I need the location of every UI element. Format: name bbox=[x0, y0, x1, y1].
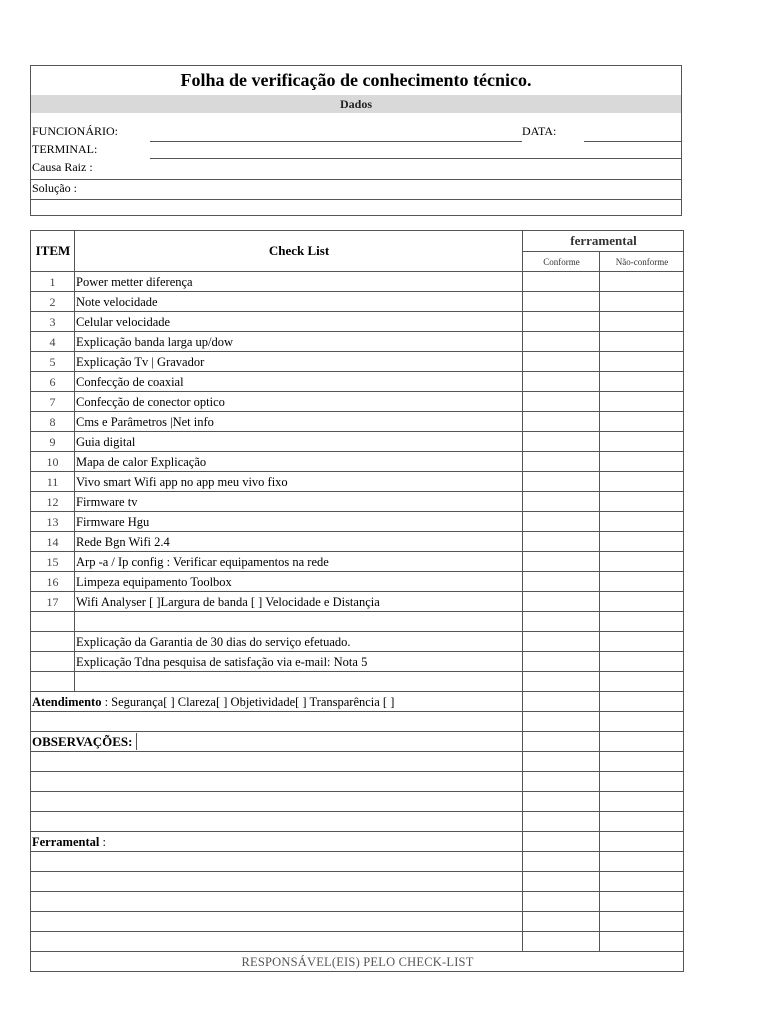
nao-conforme-cell[interactable] bbox=[600, 912, 684, 932]
table-row bbox=[31, 752, 684, 772]
ferramental-line[interactable] bbox=[31, 912, 523, 932]
atendimento-label: Atendimento bbox=[32, 694, 102, 709]
header-check-list: Check List bbox=[75, 231, 523, 272]
conforme-cell[interactable] bbox=[523, 712, 600, 732]
nao-conforme-cell[interactable] bbox=[600, 832, 684, 852]
ferramental-cell[interactable] bbox=[31, 832, 523, 852]
item-number: 11 bbox=[31, 472, 75, 492]
item-number: 9 bbox=[31, 432, 75, 452]
table-row bbox=[31, 412, 684, 432]
nao-conforme-cell[interactable] bbox=[600, 392, 684, 412]
table-row bbox=[31, 672, 684, 692]
ferramental-label: Ferramental bbox=[32, 834, 100, 849]
check-item-text: Guia digital bbox=[75, 432, 523, 452]
nao-conforme-cell[interactable] bbox=[600, 612, 684, 632]
conforme-cell[interactable] bbox=[523, 552, 600, 572]
check-item-text: Limpeza equipamento Toolbox bbox=[75, 572, 523, 592]
conforme-cell[interactable] bbox=[523, 672, 600, 692]
table-row bbox=[31, 392, 684, 412]
observacoes-line[interactable] bbox=[31, 752, 523, 772]
item-number: 4 bbox=[31, 332, 75, 352]
observacoes-line[interactable] bbox=[31, 792, 523, 812]
conforme-cell[interactable] bbox=[523, 632, 600, 652]
conforme-cell[interactable] bbox=[523, 412, 600, 432]
section-dados: Dados bbox=[31, 95, 681, 113]
table-row bbox=[31, 372, 684, 392]
conforme-cell[interactable] bbox=[523, 652, 600, 672]
table-row bbox=[31, 772, 684, 792]
observacoes-row bbox=[31, 732, 684, 752]
table-row bbox=[31, 652, 684, 672]
nao-conforme-cell[interactable] bbox=[600, 712, 684, 732]
table-row bbox=[31, 512, 684, 532]
nao-conforme-cell[interactable] bbox=[600, 572, 684, 592]
nao-conforme-cell[interactable] bbox=[600, 472, 684, 492]
nao-conforme-cell[interactable] bbox=[600, 412, 684, 432]
conforme-cell[interactable] bbox=[523, 532, 600, 552]
nao-conforme-cell[interactable] bbox=[600, 372, 684, 392]
atendimento-cell[interactable] bbox=[31, 692, 523, 712]
item-number: 7 bbox=[31, 392, 75, 412]
nao-conforme-cell[interactable] bbox=[600, 492, 684, 512]
pesquisa-text: Explicação Tdna pesquisa de satisfação via e-mail: Nota 5 bbox=[75, 652, 523, 672]
nao-conforme-cell[interactable] bbox=[600, 432, 684, 452]
table-row bbox=[31, 612, 684, 632]
check-item-text: Vivo smart Wifi app no app meu vivo fixo bbox=[75, 472, 523, 492]
conforme-cell[interactable] bbox=[523, 832, 600, 852]
item-number: 16 bbox=[31, 572, 75, 592]
conforme-cell[interactable] bbox=[523, 852, 600, 872]
conforme-cell[interactable] bbox=[523, 472, 600, 492]
conforme-cell[interactable] bbox=[523, 512, 600, 532]
nao-conforme-cell[interactable] bbox=[600, 292, 684, 312]
empty-cell bbox=[75, 612, 523, 632]
ferramental-line[interactable] bbox=[31, 872, 523, 892]
conforme-cell[interactable] bbox=[523, 892, 600, 912]
divider bbox=[31, 199, 681, 200]
terminal-field[interactable] bbox=[150, 158, 681, 159]
conforme-cell[interactable] bbox=[523, 332, 600, 352]
nao-conforme-cell[interactable] bbox=[600, 732, 684, 752]
conforme-cell[interactable] bbox=[523, 492, 600, 512]
item-number: 3 bbox=[31, 312, 75, 332]
item-number: 5 bbox=[31, 352, 75, 372]
item-number: 12 bbox=[31, 492, 75, 512]
item-number: 15 bbox=[31, 552, 75, 572]
table-row bbox=[31, 432, 684, 452]
empty-cell bbox=[31, 612, 75, 632]
conforme-cell[interactable] bbox=[523, 752, 600, 772]
conforme-cell[interactable] bbox=[523, 352, 600, 372]
observacoes-line[interactable] bbox=[31, 812, 523, 832]
nao-conforme-cell[interactable] bbox=[600, 812, 684, 832]
nao-conforme-cell[interactable] bbox=[600, 672, 684, 692]
garantia-text: Explicação da Garantia de 30 dias do serviço efetuado. bbox=[75, 632, 523, 652]
nao-conforme-cell[interactable] bbox=[600, 592, 684, 612]
table-row bbox=[31, 332, 684, 352]
funcionario-field[interactable] bbox=[150, 141, 522, 142]
ferramental-line[interactable] bbox=[31, 932, 523, 952]
nao-conforme-cell[interactable] bbox=[600, 332, 684, 352]
table-row bbox=[31, 792, 684, 812]
data-label: DATA: bbox=[522, 124, 557, 138]
header-nao-conforme: Não-conforme bbox=[600, 252, 684, 272]
conforme-cell[interactable] bbox=[523, 932, 600, 952]
nao-conforme-cell[interactable] bbox=[600, 892, 684, 912]
item-number: 13 bbox=[31, 512, 75, 532]
nao-conforme-cell[interactable] bbox=[600, 792, 684, 812]
footer-row bbox=[31, 952, 684, 972]
table-row bbox=[31, 852, 684, 872]
observacoes-cell[interactable] bbox=[31, 732, 523, 752]
check-item-text: Confecção de coaxial bbox=[75, 372, 523, 392]
check-item-text: Wifi Analyser [ ]Largura de banda [ ] Velocidade e Distançia bbox=[75, 592, 523, 612]
conforme-cell[interactable] bbox=[523, 772, 600, 792]
table-row bbox=[31, 592, 684, 612]
ferramental-colon: : bbox=[99, 834, 106, 849]
conforme-cell[interactable] bbox=[523, 372, 600, 392]
table-row bbox=[31, 812, 684, 832]
table-row bbox=[31, 472, 684, 492]
conforme-cell[interactable] bbox=[523, 612, 600, 632]
item-number: 1 bbox=[31, 272, 75, 292]
nao-conforme-cell[interactable] bbox=[600, 852, 684, 872]
item-number: 2 bbox=[31, 292, 75, 312]
table-row bbox=[31, 292, 684, 312]
check-item-text: Celular velocidade bbox=[75, 312, 523, 332]
table-row bbox=[31, 532, 684, 552]
conforme-cell[interactable] bbox=[523, 872, 600, 892]
check-item-text: Firmware Hgu bbox=[75, 512, 523, 532]
table-row bbox=[31, 312, 684, 332]
header-item: ITEM bbox=[31, 231, 75, 272]
check-item-text: Firmware tv bbox=[75, 492, 523, 512]
item-number: 8 bbox=[31, 412, 75, 432]
nao-conforme-cell[interactable] bbox=[600, 312, 684, 332]
nao-conforme-cell[interactable] bbox=[600, 772, 684, 792]
table-row bbox=[31, 452, 684, 472]
table-row bbox=[31, 492, 684, 512]
check-item-text: Arp -a / Ip config : Verificar equipamentos na rede bbox=[75, 552, 523, 572]
conforme-cell[interactable] bbox=[523, 292, 600, 312]
nao-conforme-cell[interactable] bbox=[600, 632, 684, 652]
conforme-cell[interactable] bbox=[523, 272, 600, 292]
conforme-cell[interactable] bbox=[523, 912, 600, 932]
checklist-table bbox=[30, 230, 684, 972]
header-block bbox=[30, 65, 682, 216]
check-item-text: Confecção de conector optico bbox=[75, 392, 523, 412]
solucao-label: Solução : bbox=[32, 181, 77, 195]
table-row bbox=[31, 932, 684, 952]
nao-conforme-cell[interactable] bbox=[600, 352, 684, 372]
check-item-text: Note velocidade bbox=[75, 292, 523, 312]
nao-conforme-cell[interactable] bbox=[600, 272, 684, 292]
nao-conforme-cell[interactable] bbox=[600, 692, 684, 712]
nao-conforme-cell[interactable] bbox=[600, 872, 684, 892]
conforme-cell[interactable] bbox=[523, 732, 600, 752]
page-title: Folha de verificação de conhecimento técnico. bbox=[180, 70, 532, 90]
ferramental-line[interactable] bbox=[31, 892, 523, 912]
nao-conforme-cell[interactable] bbox=[600, 512, 684, 532]
table-row bbox=[31, 912, 684, 932]
header-conforme: Conforme bbox=[523, 252, 600, 272]
nao-conforme-cell[interactable] bbox=[600, 932, 684, 952]
nao-conforme-cell[interactable] bbox=[600, 752, 684, 772]
responsaveis-footer: RESPONSÁVEL(EIS) PELO CHECK-LIST bbox=[31, 952, 684, 972]
table-row bbox=[31, 272, 684, 292]
conforme-cell[interactable] bbox=[523, 792, 600, 812]
table-row bbox=[31, 352, 684, 372]
item-number: 17 bbox=[31, 592, 75, 612]
header-ferramental: ferramental bbox=[523, 231, 684, 252]
conforme-cell[interactable] bbox=[523, 692, 600, 712]
table-row bbox=[31, 552, 684, 572]
observacoes-label: OBSERVAÇÕES: bbox=[32, 733, 137, 750]
item-number: 10 bbox=[31, 452, 75, 472]
nao-conforme-cell[interactable] bbox=[600, 452, 684, 472]
item-number: 14 bbox=[31, 532, 75, 552]
conforme-cell[interactable] bbox=[523, 572, 600, 592]
table-row bbox=[31, 892, 684, 912]
ferramental-row bbox=[31, 832, 684, 852]
check-item-text: Explicação banda larga up/dow bbox=[75, 332, 523, 352]
atendimento-options: : Segurança[ ] Clareza[ ] Objetividade[ ] Transparência [ ] bbox=[101, 694, 395, 709]
conforme-cell[interactable] bbox=[523, 452, 600, 472]
conforme-cell[interactable] bbox=[523, 812, 600, 832]
check-item-text: Rede Bgn Wifi 2.4 bbox=[75, 532, 523, 552]
empty-cell bbox=[31, 652, 75, 672]
check-item-text: Explicação Tv | Gravador bbox=[75, 352, 523, 372]
conforme-cell[interactable] bbox=[523, 592, 600, 612]
conforme-cell[interactable] bbox=[523, 312, 600, 332]
item-number: 6 bbox=[31, 372, 75, 392]
empty-cell bbox=[75, 672, 523, 692]
observacoes-line[interactable] bbox=[31, 772, 523, 792]
table-row bbox=[31, 572, 684, 592]
empty-cell bbox=[31, 632, 75, 652]
table-row bbox=[31, 712, 684, 732]
check-item-text: Cms e Parâmetros |Net info bbox=[75, 412, 523, 432]
conforme-cell[interactable] bbox=[523, 392, 600, 412]
nao-conforme-cell[interactable] bbox=[600, 532, 684, 552]
conforme-cell[interactable] bbox=[523, 432, 600, 452]
empty-cell bbox=[31, 712, 523, 732]
nao-conforme-cell[interactable] bbox=[600, 652, 684, 672]
check-item-text: Power metter diferença bbox=[75, 272, 523, 292]
divider bbox=[31, 179, 681, 180]
terminal-label: TERMINAL: bbox=[32, 142, 98, 156]
ferramental-line[interactable] bbox=[31, 852, 523, 872]
data-field[interactable] bbox=[584, 141, 681, 142]
table-row bbox=[31, 872, 684, 892]
table-row bbox=[31, 632, 684, 652]
funcionario-label: FUNCIONÁRIO: bbox=[32, 124, 119, 138]
check-item-text: Mapa de calor Explicação bbox=[75, 452, 523, 472]
nao-conforme-cell[interactable] bbox=[600, 552, 684, 572]
empty-cell bbox=[31, 672, 75, 692]
atendimento-row bbox=[31, 692, 684, 712]
causa-raiz-label: Causa Raiz : bbox=[32, 160, 93, 174]
